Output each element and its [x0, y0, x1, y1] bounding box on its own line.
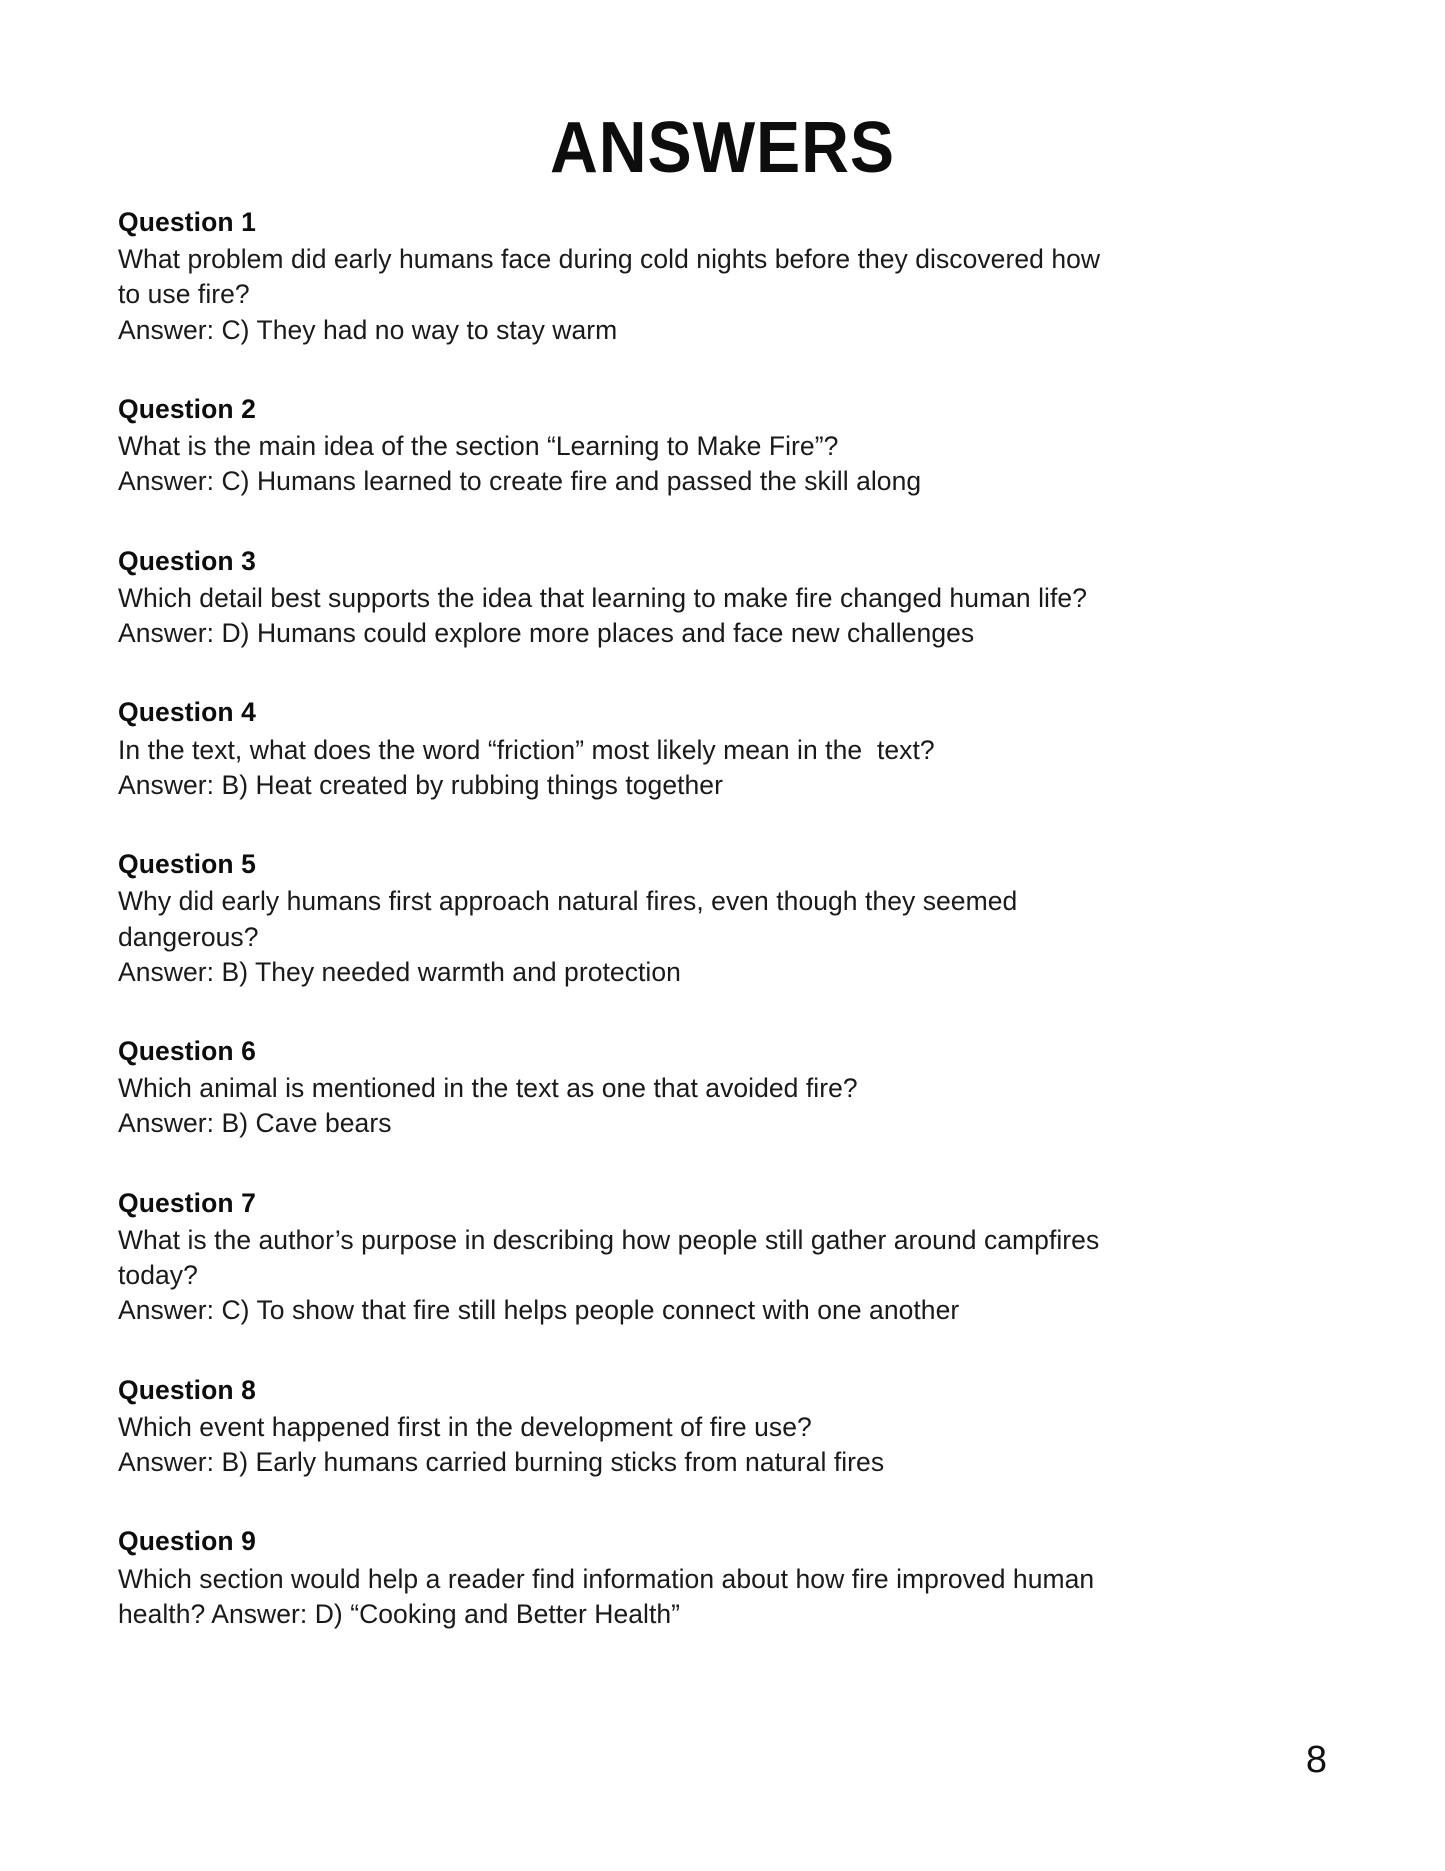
question-text: Which detail best supports the idea that learning to make fire changed human life? — [118, 582, 1087, 613]
answer-text: Answer: B) Cave bears — [118, 1108, 392, 1139]
page-number: 8 — [1305, 1739, 1327, 1781]
question-and-answer-text: Which section would help a reader find information about how fire improved human health? Answer: D) “Cooking and Better Health” — [118, 1563, 1102, 1629]
question-heading: Question 3 — [118, 545, 256, 576]
answer-text: Answer: C) Humans learned to create fire and passed the skill along — [118, 466, 922, 497]
answer-text: Answer: C) To show that fire still helps people connect with one another — [118, 1295, 960, 1326]
question-heading: Question 1 — [118, 207, 256, 237]
question-text: What is the main idea of the section “Learning to Make Fire”? — [118, 431, 839, 462]
answer-text: Answer: B) They needed warmth and protection — [118, 956, 681, 987]
question-heading: Question 4 — [118, 697, 256, 728]
answer-block — [118, 1373, 1128, 1481]
question-heading: Question 6 — [118, 1035, 256, 1066]
answer-text: Answer: D) Humans could explore more places and face new challenges — [118, 618, 975, 649]
question-text: What is the author’s purpose in describing how people still gather around campfires today? — [118, 1224, 1107, 1291]
page-title: ANSWERS — [549, 108, 895, 188]
question-heading: Question 8 — [118, 1374, 256, 1405]
answer-block — [118, 847, 1128, 990]
answer-text: Answer: B) Early humans carried burning sticks from natural fires — [118, 1447, 885, 1478]
question-text: Why did early humans first approach natural fires, even though they seemed dangerous? — [118, 886, 1025, 952]
question-heading: Question 7 — [118, 1187, 256, 1218]
answer-block — [118, 205, 1128, 348]
answer-block — [118, 1524, 1128, 1632]
question-heading: Question 9 — [118, 1526, 256, 1557]
answers-list — [118, 205, 1128, 1632]
answer-block — [118, 392, 1128, 500]
answer-block — [118, 695, 1128, 803]
question-text: What problem did early humans face during cold nights before they discovered how to use fire? — [118, 244, 1108, 310]
question-text: Which event happened first in the development of fire use? — [118, 1411, 812, 1442]
question-text: In the text, what does the word “friction” most likely mean in the text? — [118, 734, 935, 765]
answer-text: Answer: B) Heat created by rubbing things together — [118, 769, 723, 800]
answer-block — [118, 544, 1128, 652]
question-text: Which animal is mentioned in the text as one that avoided fire? — [118, 1073, 858, 1104]
question-heading: Question 2 — [118, 393, 256, 424]
answer-block — [118, 1034, 1128, 1142]
question-heading: Question 5 — [118, 849, 256, 880]
answer-text: Answer: C) They had no way to stay warm — [118, 314, 618, 345]
answer-block — [118, 1186, 1128, 1329]
